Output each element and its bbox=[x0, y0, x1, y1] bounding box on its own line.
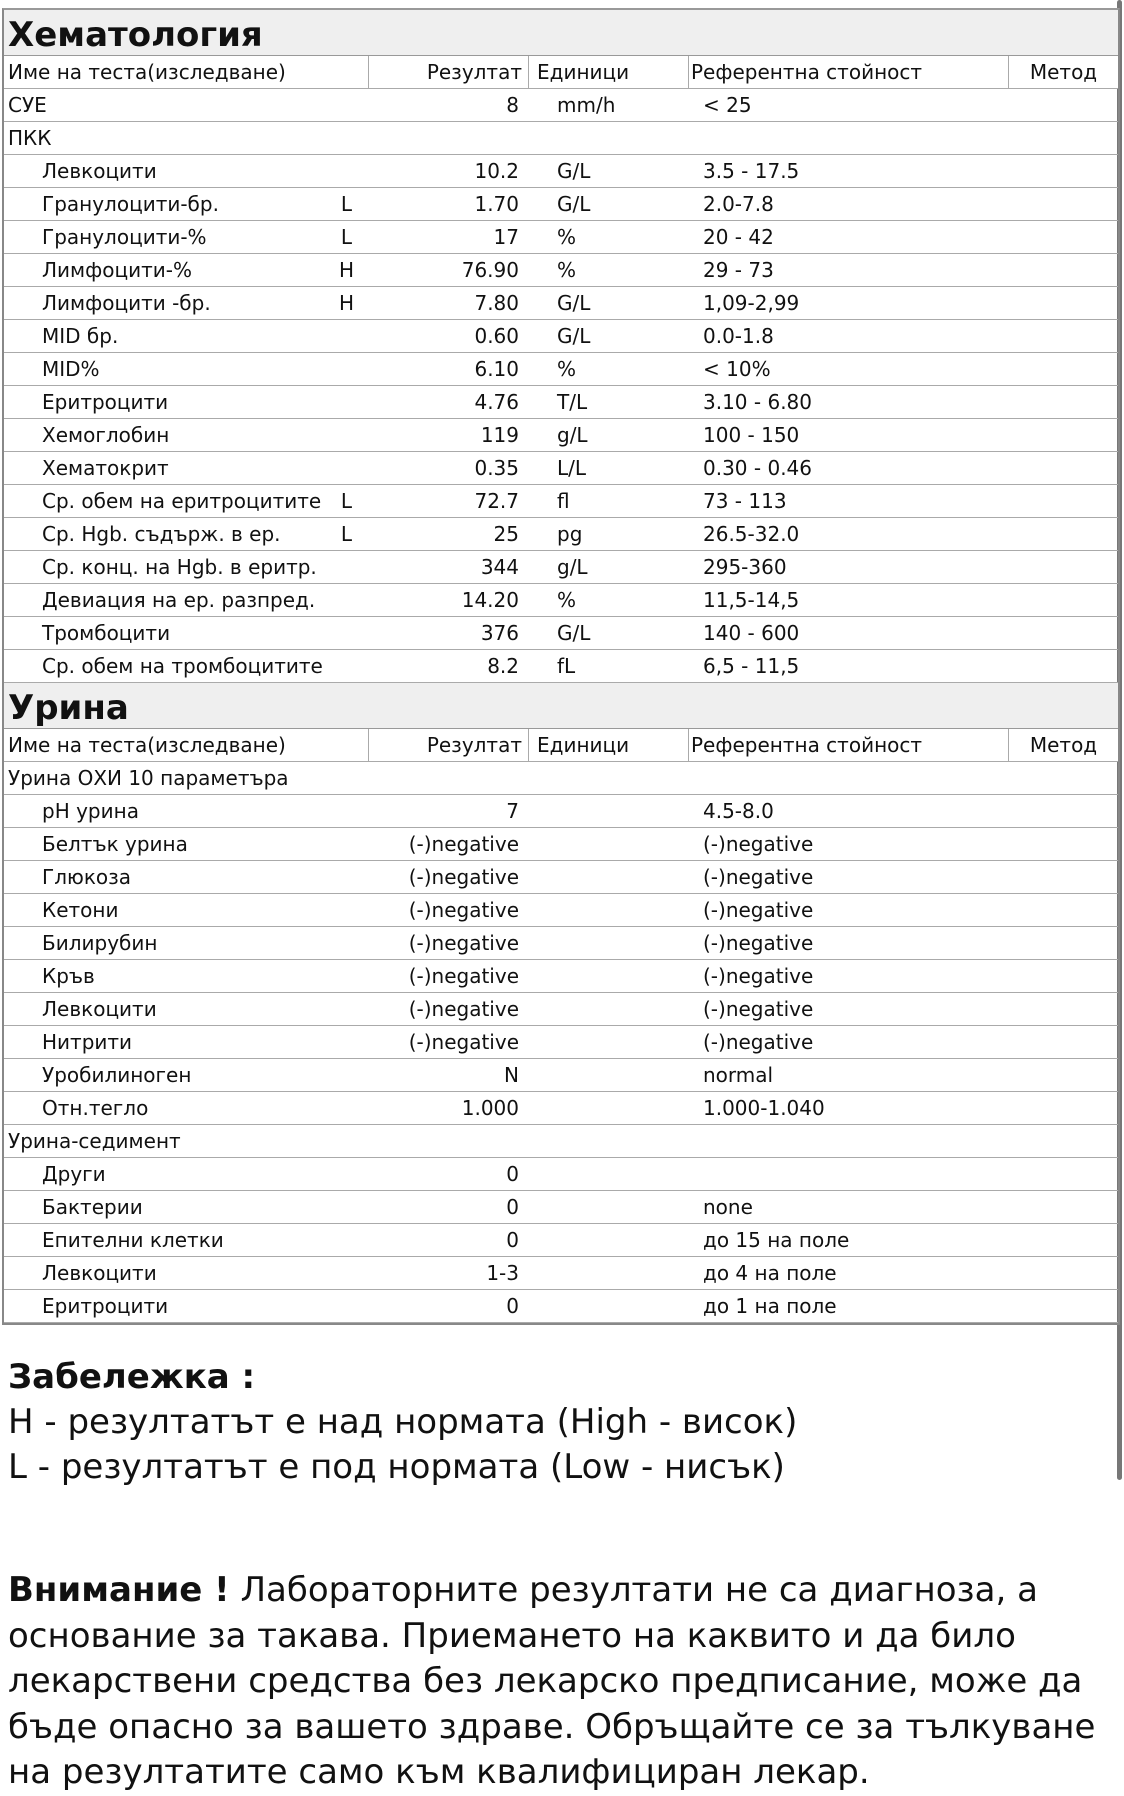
reference-range: до 4 на поле bbox=[703, 1261, 837, 1285]
result-flag bbox=[324, 861, 369, 893]
column-header-result: Резултат bbox=[369, 56, 529, 88]
result-flag bbox=[324, 584, 369, 616]
result-value: 119 bbox=[480, 423, 519, 447]
result-units bbox=[529, 1290, 689, 1322]
test-name: Бактерии bbox=[42, 1195, 143, 1219]
reference-range: (-)negative bbox=[703, 1030, 814, 1054]
result-units: G/L bbox=[557, 324, 591, 348]
method-cell bbox=[1009, 254, 1118, 286]
method-cell bbox=[1009, 551, 1118, 583]
test-name: Левкоцити bbox=[42, 997, 157, 1021]
reference-range: < 10% bbox=[703, 357, 771, 381]
table-row bbox=[4, 1092, 1118, 1125]
table-row bbox=[4, 993, 1118, 1026]
result-flag bbox=[324, 617, 369, 649]
method-cell bbox=[1009, 1191, 1118, 1223]
reference-range: none bbox=[703, 1195, 753, 1219]
result-units bbox=[529, 960, 689, 992]
table-row bbox=[4, 795, 1118, 828]
test-group-name: ПКК bbox=[8, 126, 52, 150]
column-header-units: Единици bbox=[529, 729, 689, 761]
test-name: Левкоцити bbox=[42, 159, 157, 183]
result-units: G/L bbox=[557, 159, 591, 183]
result-flag bbox=[324, 795, 369, 827]
table-row bbox=[4, 1158, 1118, 1191]
table-row bbox=[4, 617, 1118, 650]
result-units: G/L bbox=[557, 192, 591, 216]
method-cell bbox=[1009, 452, 1118, 484]
test-name: Ср. конц. на Hgb. в еритр. bbox=[42, 555, 317, 579]
reference-range: 20 - 42 bbox=[703, 225, 774, 249]
test-name: Билирубин bbox=[42, 931, 158, 955]
table-row bbox=[4, 320, 1118, 353]
result-flag bbox=[324, 1191, 369, 1223]
result-units bbox=[529, 828, 689, 860]
reference-range: 29 - 73 bbox=[703, 258, 774, 282]
column-header-reference: Референтна стойност bbox=[689, 56, 1009, 88]
test-name: Отн.тегло bbox=[42, 1096, 149, 1120]
result-value: 10.2 bbox=[474, 159, 519, 183]
result-value: (-)negative bbox=[408, 964, 519, 988]
reference-range: 0.0-1.8 bbox=[703, 324, 774, 348]
result-value: 0 bbox=[506, 1294, 519, 1318]
column-header-method: Метод bbox=[1029, 60, 1098, 84]
result-flag bbox=[324, 1092, 369, 1124]
reference-range: 1,09-2,99 bbox=[703, 291, 800, 315]
test-name: Нитрити bbox=[42, 1030, 133, 1054]
result-flag bbox=[324, 650, 369, 682]
table-row bbox=[4, 452, 1118, 485]
table-row bbox=[4, 894, 1118, 927]
result-flag bbox=[324, 89, 369, 121]
result-units: % bbox=[557, 258, 577, 282]
table-row bbox=[4, 419, 1118, 452]
section-1 bbox=[4, 683, 1118, 1323]
result-value: 0.60 bbox=[474, 324, 519, 348]
table-row bbox=[4, 1191, 1118, 1224]
result-value: 0 bbox=[506, 1228, 519, 1252]
reference-range: 140 - 600 bbox=[703, 621, 800, 645]
result-flag bbox=[324, 828, 369, 860]
result-value: 72.7 bbox=[474, 489, 519, 513]
table-row bbox=[4, 485, 1118, 518]
reference-range: (-)negative bbox=[703, 931, 814, 955]
result-flag bbox=[324, 1158, 369, 1190]
result-flag bbox=[324, 993, 369, 1025]
reference-range: (-)negative bbox=[703, 997, 814, 1021]
test-name: pH урина bbox=[42, 799, 139, 823]
table-row bbox=[4, 386, 1118, 419]
result-units: L/L bbox=[557, 456, 587, 480]
result-value: 25 bbox=[493, 522, 519, 546]
result-units bbox=[529, 1092, 689, 1124]
method-cell bbox=[1009, 828, 1118, 860]
result-units bbox=[529, 894, 689, 926]
result-flag: L bbox=[340, 522, 353, 546]
result-units: T/L bbox=[557, 390, 588, 414]
method-cell bbox=[1009, 993, 1118, 1025]
table-row bbox=[4, 353, 1118, 386]
notes-low: L - резултатът е под нормата (Low - нисък) bbox=[8, 1447, 785, 1487]
result-value: 17 bbox=[493, 225, 519, 249]
results-table bbox=[2, 8, 1120, 1325]
test-name: Левкоцити bbox=[42, 1261, 157, 1285]
method-cell bbox=[1009, 1092, 1118, 1124]
column-header-row bbox=[4, 56, 1118, 89]
result-units: G/L bbox=[557, 621, 591, 645]
result-value: 14.20 bbox=[461, 588, 519, 612]
result-value: 344 bbox=[480, 555, 519, 579]
result-flag: H bbox=[338, 291, 355, 315]
result-flag bbox=[324, 452, 369, 484]
test-name: Епителни клетки bbox=[42, 1228, 224, 1252]
reference-range: 3.5 - 17.5 bbox=[703, 159, 800, 183]
result-flag bbox=[324, 927, 369, 959]
result-flag bbox=[324, 1224, 369, 1256]
result-flag bbox=[324, 551, 369, 583]
result-value: 8 bbox=[506, 93, 519, 117]
result-units bbox=[529, 861, 689, 893]
reference-range: 2.0-7.8 bbox=[703, 192, 774, 216]
test-name: Кръв bbox=[42, 964, 95, 988]
column-header-name: Име на теста(изследване) bbox=[4, 729, 369, 761]
result-units bbox=[529, 1059, 689, 1091]
test-name: Еритроцити bbox=[42, 1294, 169, 1318]
reference-range: 4.5-8.0 bbox=[703, 799, 774, 823]
test-name: Кетони bbox=[42, 898, 119, 922]
column-header-result: Резултат bbox=[369, 729, 529, 761]
warning-paragraph bbox=[8, 1568, 1118, 1796]
table-row bbox=[4, 584, 1118, 617]
test-name: Глюкоза bbox=[42, 865, 132, 889]
table-row bbox=[4, 650, 1118, 683]
method-cell bbox=[1009, 188, 1118, 220]
table-row bbox=[4, 89, 1118, 122]
result-value: N bbox=[504, 1063, 519, 1087]
result-units: pg bbox=[557, 522, 583, 546]
test-name: Други bbox=[42, 1162, 106, 1186]
result-units bbox=[529, 1158, 689, 1190]
result-units: g/L bbox=[557, 423, 588, 447]
table-row bbox=[4, 1224, 1118, 1257]
result-value: 76.90 bbox=[461, 258, 519, 282]
reference-range: (-)negative bbox=[703, 832, 814, 856]
result-flag bbox=[324, 155, 369, 187]
result-value: (-)negative bbox=[408, 997, 519, 1021]
result-flag: H bbox=[338, 258, 355, 282]
reference-range: 3.10 - 6.80 bbox=[703, 390, 812, 414]
result-value: (-)negative bbox=[408, 898, 519, 922]
result-flag bbox=[324, 1059, 369, 1091]
result-units: mm/h bbox=[557, 93, 616, 117]
reference-range: до 1 на поле bbox=[703, 1294, 837, 1318]
method-cell bbox=[1009, 1026, 1118, 1058]
result-value: (-)negative bbox=[408, 865, 519, 889]
result-value: 1.70 bbox=[474, 192, 519, 216]
test-name: Гранулоцити-бр. bbox=[42, 192, 219, 216]
table-row bbox=[4, 188, 1118, 221]
method-cell bbox=[1009, 419, 1118, 451]
result-units: fl bbox=[557, 489, 570, 513]
table-row bbox=[4, 927, 1118, 960]
method-cell bbox=[1009, 927, 1118, 959]
result-value: 0 bbox=[506, 1162, 519, 1186]
method-cell bbox=[1009, 960, 1118, 992]
reference-range: до 15 на поле bbox=[703, 1228, 850, 1252]
notes-title: Забележка : bbox=[8, 1357, 256, 1397]
table-row bbox=[4, 861, 1118, 894]
result-units: g/L bbox=[557, 555, 588, 579]
method-cell bbox=[1009, 287, 1118, 319]
result-flag bbox=[324, 1290, 369, 1322]
group-row bbox=[4, 1125, 1118, 1158]
result-flag: L bbox=[340, 225, 353, 249]
column-header-method: Метод bbox=[1029, 733, 1098, 757]
group-row bbox=[4, 122, 1118, 155]
table-row bbox=[4, 518, 1118, 551]
method-cell bbox=[1009, 386, 1118, 418]
result-flag bbox=[324, 353, 369, 385]
result-value: 8.2 bbox=[487, 654, 519, 678]
result-flag bbox=[324, 1026, 369, 1058]
result-flag: L bbox=[340, 192, 353, 216]
result-flag bbox=[324, 960, 369, 992]
reference-range: 100 - 150 bbox=[703, 423, 800, 447]
method-cell bbox=[1009, 650, 1118, 682]
result-value: 0.35 bbox=[474, 456, 519, 480]
result-value: (-)negative bbox=[408, 832, 519, 856]
test-group-name: Урина-седимент bbox=[8, 1129, 181, 1153]
reference-range bbox=[689, 1158, 1009, 1190]
test-name: Хематокрит bbox=[42, 456, 169, 480]
method-cell bbox=[1009, 584, 1118, 616]
result-value: 1.000 bbox=[461, 1096, 519, 1120]
method-cell bbox=[1009, 1257, 1118, 1289]
warning-label: Внимание ! bbox=[8, 1570, 230, 1610]
reference-range: 0.30 - 0.46 bbox=[703, 456, 812, 480]
test-name: Уробилиноген bbox=[42, 1063, 192, 1087]
method-cell bbox=[1009, 155, 1118, 187]
test-name: Белтък урина bbox=[42, 832, 188, 856]
table-row bbox=[4, 1026, 1118, 1059]
reference-range: 11,5-14,5 bbox=[703, 588, 800, 612]
test-name: СУЕ bbox=[8, 93, 47, 117]
result-flag bbox=[324, 419, 369, 451]
reference-range: (-)negative bbox=[703, 898, 814, 922]
test-name: Еритроцити bbox=[42, 390, 169, 414]
method-cell bbox=[1009, 1059, 1118, 1091]
reference-range: normal bbox=[703, 1063, 774, 1087]
result-value: 7.80 bbox=[474, 291, 519, 315]
result-flag bbox=[324, 386, 369, 418]
section-title: Хематология bbox=[4, 10, 1118, 56]
legend-notes bbox=[8, 1355, 797, 1490]
table-row bbox=[4, 1290, 1118, 1323]
table-row bbox=[4, 828, 1118, 861]
test-name: Лимфоцити-% bbox=[42, 258, 192, 282]
result-flag bbox=[324, 894, 369, 926]
method-cell bbox=[1009, 861, 1118, 893]
reference-range: < 25 bbox=[703, 93, 752, 117]
method-cell bbox=[1009, 518, 1118, 550]
method-cell bbox=[1009, 1224, 1118, 1256]
result-units: % bbox=[557, 225, 577, 249]
test-name: MID% bbox=[42, 357, 100, 381]
result-value: (-)negative bbox=[408, 1030, 519, 1054]
table-row bbox=[4, 1059, 1118, 1092]
test-name: Девиация на ер. разпред. bbox=[42, 588, 316, 612]
table-row bbox=[4, 1257, 1118, 1290]
test-name: Ср. обем на еритроцитите bbox=[42, 489, 322, 513]
method-cell bbox=[1009, 1158, 1118, 1190]
reference-range: (-)negative bbox=[703, 865, 814, 889]
section-0 bbox=[4, 10, 1118, 683]
test-name: Гранулоцити-% bbox=[42, 225, 207, 249]
reference-range: 26.5-32.0 bbox=[703, 522, 800, 546]
result-value: 0 bbox=[506, 1195, 519, 1219]
table-row bbox=[4, 287, 1118, 320]
result-value: 7 bbox=[506, 799, 519, 823]
result-units bbox=[529, 1026, 689, 1058]
result-value: 376 bbox=[480, 621, 519, 645]
result-units bbox=[529, 927, 689, 959]
result-value: 6.10 bbox=[474, 357, 519, 381]
result-units: fL bbox=[557, 654, 576, 678]
method-cell bbox=[1009, 617, 1118, 649]
reference-range: 73 - 113 bbox=[703, 489, 787, 513]
table-row bbox=[4, 155, 1118, 188]
result-units bbox=[529, 1191, 689, 1223]
notes-high: H - резултатът е над нормата (High - висок) bbox=[8, 1402, 798, 1442]
result-units bbox=[529, 993, 689, 1025]
table-row bbox=[4, 960, 1118, 993]
result-flag bbox=[324, 1257, 369, 1289]
test-group-name: Урина ОХИ 10 параметъра bbox=[8, 766, 289, 790]
method-cell bbox=[1009, 320, 1118, 352]
result-flag: L bbox=[340, 489, 353, 513]
method-cell bbox=[1009, 353, 1118, 385]
result-value: 4.76 bbox=[474, 390, 519, 414]
result-units bbox=[529, 795, 689, 827]
method-cell bbox=[1009, 894, 1118, 926]
table-row bbox=[4, 221, 1118, 254]
method-cell bbox=[1009, 1290, 1118, 1322]
result-units: % bbox=[557, 357, 577, 381]
result-value: 1-3 bbox=[486, 1261, 519, 1285]
column-header-reference: Референтна стойност bbox=[689, 729, 1009, 761]
test-name: MID бр. bbox=[42, 324, 119, 348]
result-units: % bbox=[557, 588, 577, 612]
table-row bbox=[4, 254, 1118, 287]
method-cell bbox=[1009, 485, 1118, 517]
column-header-row bbox=[4, 729, 1118, 762]
warning-text: Лабораторните резултати не са диагноза, а основание за такава. Приемането на каквито и да било лекарствени средства без лекарско предписание, може да бъде опасно за вашето здраве. Обръщайте се за тълкуване на резултатите само към квалифициран лекар. bbox=[8, 1570, 1096, 1792]
method-cell bbox=[1009, 795, 1118, 827]
test-name: Ср. обем на тромбоцитите bbox=[42, 654, 323, 678]
reference-range: 295-360 bbox=[703, 555, 787, 579]
test-name: Лимфоцити -бр. bbox=[42, 291, 211, 315]
reference-range: 1.000-1.040 bbox=[703, 1096, 825, 1120]
result-units bbox=[529, 1224, 689, 1256]
result-units bbox=[529, 1257, 689, 1289]
reference-range: 6,5 - 11,5 bbox=[703, 654, 800, 678]
method-cell bbox=[1009, 89, 1118, 121]
result-flag bbox=[324, 320, 369, 352]
result-units: G/L bbox=[557, 291, 591, 315]
section-title: Урина bbox=[4, 683, 1118, 729]
result-value: (-)negative bbox=[408, 931, 519, 955]
method-cell bbox=[1009, 221, 1118, 253]
test-name: Тромбоцити bbox=[42, 621, 171, 645]
test-name: Ср. Hgb. съдърж. в ер. bbox=[42, 522, 281, 546]
column-header-name: Име на теста(изследване) bbox=[4, 56, 369, 88]
group-row bbox=[4, 762, 1118, 795]
test-name: Хемоглобин bbox=[42, 423, 170, 447]
reference-range: (-)negative bbox=[703, 964, 814, 988]
table-row bbox=[4, 551, 1118, 584]
column-header-units: Единици bbox=[529, 56, 689, 88]
